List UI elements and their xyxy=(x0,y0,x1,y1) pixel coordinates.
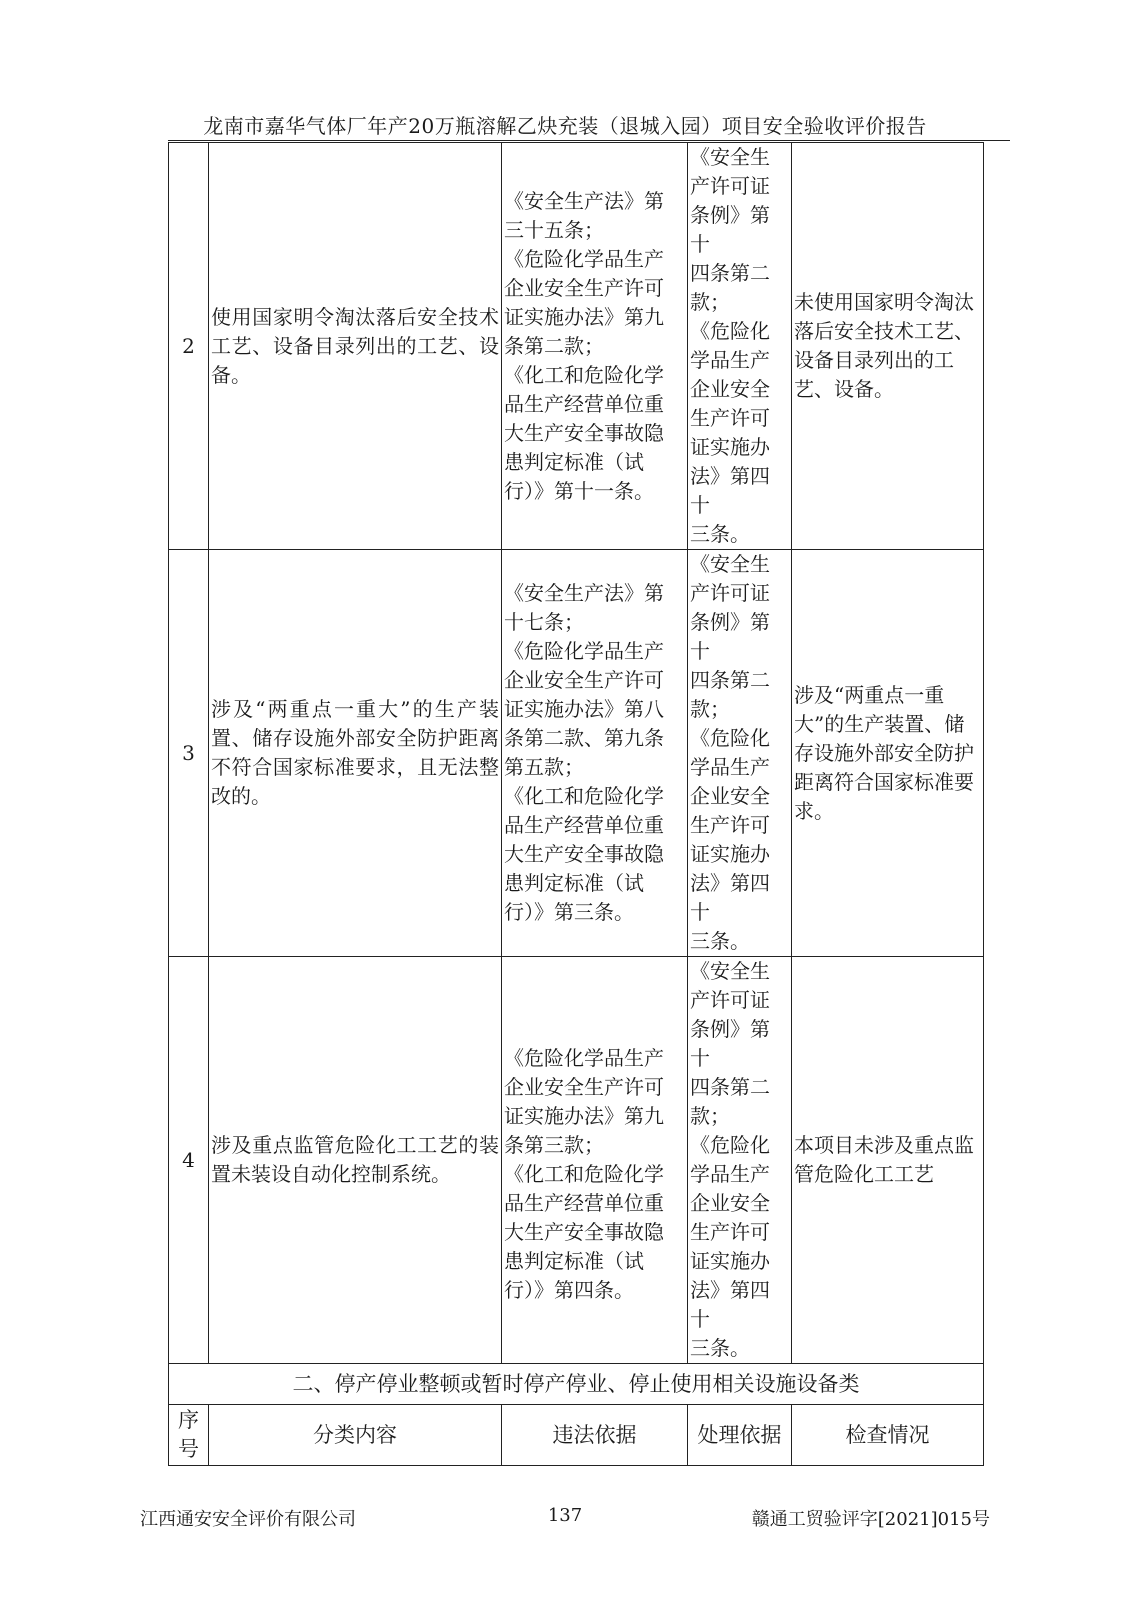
text-line: 法》第四十 xyxy=(690,1278,770,1331)
text-line: 企业安全 xyxy=(690,784,770,808)
inspection-table xyxy=(168,142,984,1466)
text-line: 三条。 xyxy=(690,1336,750,1360)
text-line: 法》第四十 xyxy=(690,871,770,924)
text-line: 证实施办法》第九 xyxy=(504,304,664,329)
text-line: 企业安全 xyxy=(690,377,770,401)
handling-basis xyxy=(688,957,792,1364)
footer-page-number: 137 xyxy=(547,1505,583,1526)
text-line: 学品生产 xyxy=(690,348,770,372)
text-line: 患判定标准（试 xyxy=(504,871,644,895)
text-line: 学品生产 xyxy=(690,1162,770,1186)
violation-basis xyxy=(502,957,688,1364)
text-line: 四条第二 xyxy=(690,261,770,285)
text-line: 患判定标准（试 xyxy=(504,449,644,474)
text-line: 企业安全生产许可 xyxy=(504,668,664,692)
page-header-title: 龙南市嘉华气体厂年产20万瓶溶解乙炔充装（退城入园）项目安全验收评价报告 xyxy=(203,114,927,138)
text-line: 品生产经营单位重 xyxy=(504,813,664,837)
text-line xyxy=(504,1015,685,1044)
text-line: 《化工和危险化学 xyxy=(504,362,664,387)
inspection-result: 本项目未涉及重点监管危险化工工艺 xyxy=(792,957,984,1364)
text-line: 生产许可 xyxy=(690,406,770,430)
text-line: 三条。 xyxy=(690,522,750,546)
text-line: 行）》第三条。 xyxy=(504,900,634,924)
footer-company: 江西通安安全评价有限公司 xyxy=(140,1509,356,1530)
inspection-result: 涉及“两重点一重大”的生产装置、储存设施外部安全防护距离符合国家标准要求。 xyxy=(792,550,984,957)
handling-basis xyxy=(688,143,792,550)
text-line: 《安全生 xyxy=(690,552,770,576)
text-line: 条例》第十 xyxy=(690,203,770,256)
text-line: 行）》第十一条。 xyxy=(504,478,654,503)
text-line: 三条。 xyxy=(690,929,750,953)
column-header-row xyxy=(169,1405,984,1466)
text-line: 四条第二 xyxy=(690,668,770,692)
text-line: 条第二款、第九条 xyxy=(504,726,664,750)
text-line: 《安全生产法》第 xyxy=(504,188,664,213)
inspection-result: 未使用国家明令淘汰落后安全技术工艺、设备目录列出的工艺、设备。 xyxy=(792,143,984,550)
footer-document-number: 赣通工贸验评字[2021]015号 xyxy=(751,1509,990,1530)
text-line: 《危险化学品生产 xyxy=(504,1046,664,1070)
table-row xyxy=(169,143,984,550)
text-line: 款； xyxy=(690,697,730,721)
text-line: 第五款； xyxy=(504,755,584,779)
text-line: 品生产经营单位重 xyxy=(504,1191,664,1215)
text-line: 条例》第十 xyxy=(690,610,770,663)
text-line: 法》第四十 xyxy=(690,464,770,517)
column-header-check: 检查情况 xyxy=(792,1405,984,1466)
row-number: 3 xyxy=(169,550,209,957)
violation-basis xyxy=(502,143,688,550)
header-divider xyxy=(168,140,1010,141)
text-line: 《危险化学品生产 xyxy=(504,639,664,663)
table-row xyxy=(169,550,984,957)
text-line: 四条第二 xyxy=(690,1075,770,1099)
text-line: 款； xyxy=(690,1104,730,1128)
text-line: 《化工和危险化学 xyxy=(504,1162,664,1186)
text-line: 《危险化学品生产 xyxy=(504,246,664,271)
text-line: 患判定标准（试 xyxy=(504,1249,644,1273)
row-number: 4 xyxy=(169,957,209,1364)
text-line: 证实施办 xyxy=(690,435,770,459)
text-line: 品生产经营单位重 xyxy=(504,391,664,416)
section-heading-row xyxy=(169,1364,984,1405)
text-line: 《危险化 xyxy=(690,726,770,750)
text-line: 《安全生 xyxy=(690,145,770,169)
text-line: 企业安全生产许可 xyxy=(504,275,664,300)
text-line: 《化工和危险化学 xyxy=(504,784,664,808)
text-line: 三十五条； xyxy=(504,217,604,242)
text-line: 条例》第十 xyxy=(690,1017,770,1070)
text-line: 条第三款； xyxy=(504,1133,604,1157)
text-line: 大生产安全事故隐 xyxy=(504,842,664,866)
table-row xyxy=(169,957,984,1364)
violation-basis xyxy=(502,550,688,957)
handling-basis xyxy=(688,550,792,957)
classification-content: 使用国家明令淘汰落后安全技术工艺、设备目录列出的工艺、设备。 xyxy=(209,143,502,550)
section-heading: 二、停产停业整顿或暂时停产停业、停止使用相关设施设备类 xyxy=(169,1364,984,1405)
text-line: 款； xyxy=(690,290,730,314)
text-line: 十七条； xyxy=(504,610,584,634)
text-line: 大生产安全事故隐 xyxy=(504,420,664,445)
classification-content: 涉及“两重点一重大”的生产装置、储存设施外部安全防护距离不符合国家标准要求，且无法整改的。 xyxy=(209,550,502,957)
text-line: 《危险化 xyxy=(690,1133,770,1157)
text-line: 生产许可 xyxy=(690,813,770,837)
text-line: 行）》第四条。 xyxy=(504,1278,634,1302)
text-line: 《安全生 xyxy=(690,959,770,983)
text-line: 证实施办法》第八 xyxy=(504,697,664,721)
text-line: 条第二款； xyxy=(504,333,604,358)
text-line: 企业安全生产许可 xyxy=(504,1075,664,1099)
text-line: 企业安全 xyxy=(690,1191,770,1215)
text-line: 证实施办 xyxy=(690,1249,770,1273)
text-line: 产许可证 xyxy=(690,581,770,605)
column-header-content: 分类内容 xyxy=(209,1405,502,1466)
column-header-basis: 违法依据 xyxy=(502,1405,688,1466)
text-line: 产许可证 xyxy=(690,988,770,1012)
text-line: 学品生产 xyxy=(690,755,770,779)
text-line: 生产许可 xyxy=(690,1220,770,1244)
text-line: 产许可证 xyxy=(690,174,770,198)
text-line: 《安全生产法》第 xyxy=(504,581,664,605)
row-number: 2 xyxy=(169,143,209,550)
text-line: 证实施办法》第九 xyxy=(504,1104,664,1128)
text-line: 《危险化 xyxy=(690,319,770,343)
column-header-handle: 处理依据 xyxy=(688,1405,792,1466)
text-line: 证实施办 xyxy=(690,842,770,866)
column-header-no: 序号 xyxy=(169,1405,209,1466)
classification-content: 涉及重点监管危险化工工艺的装置未装设自动化控制系统。 xyxy=(209,957,502,1364)
text-line: 大生产安全事故隐 xyxy=(504,1220,664,1244)
